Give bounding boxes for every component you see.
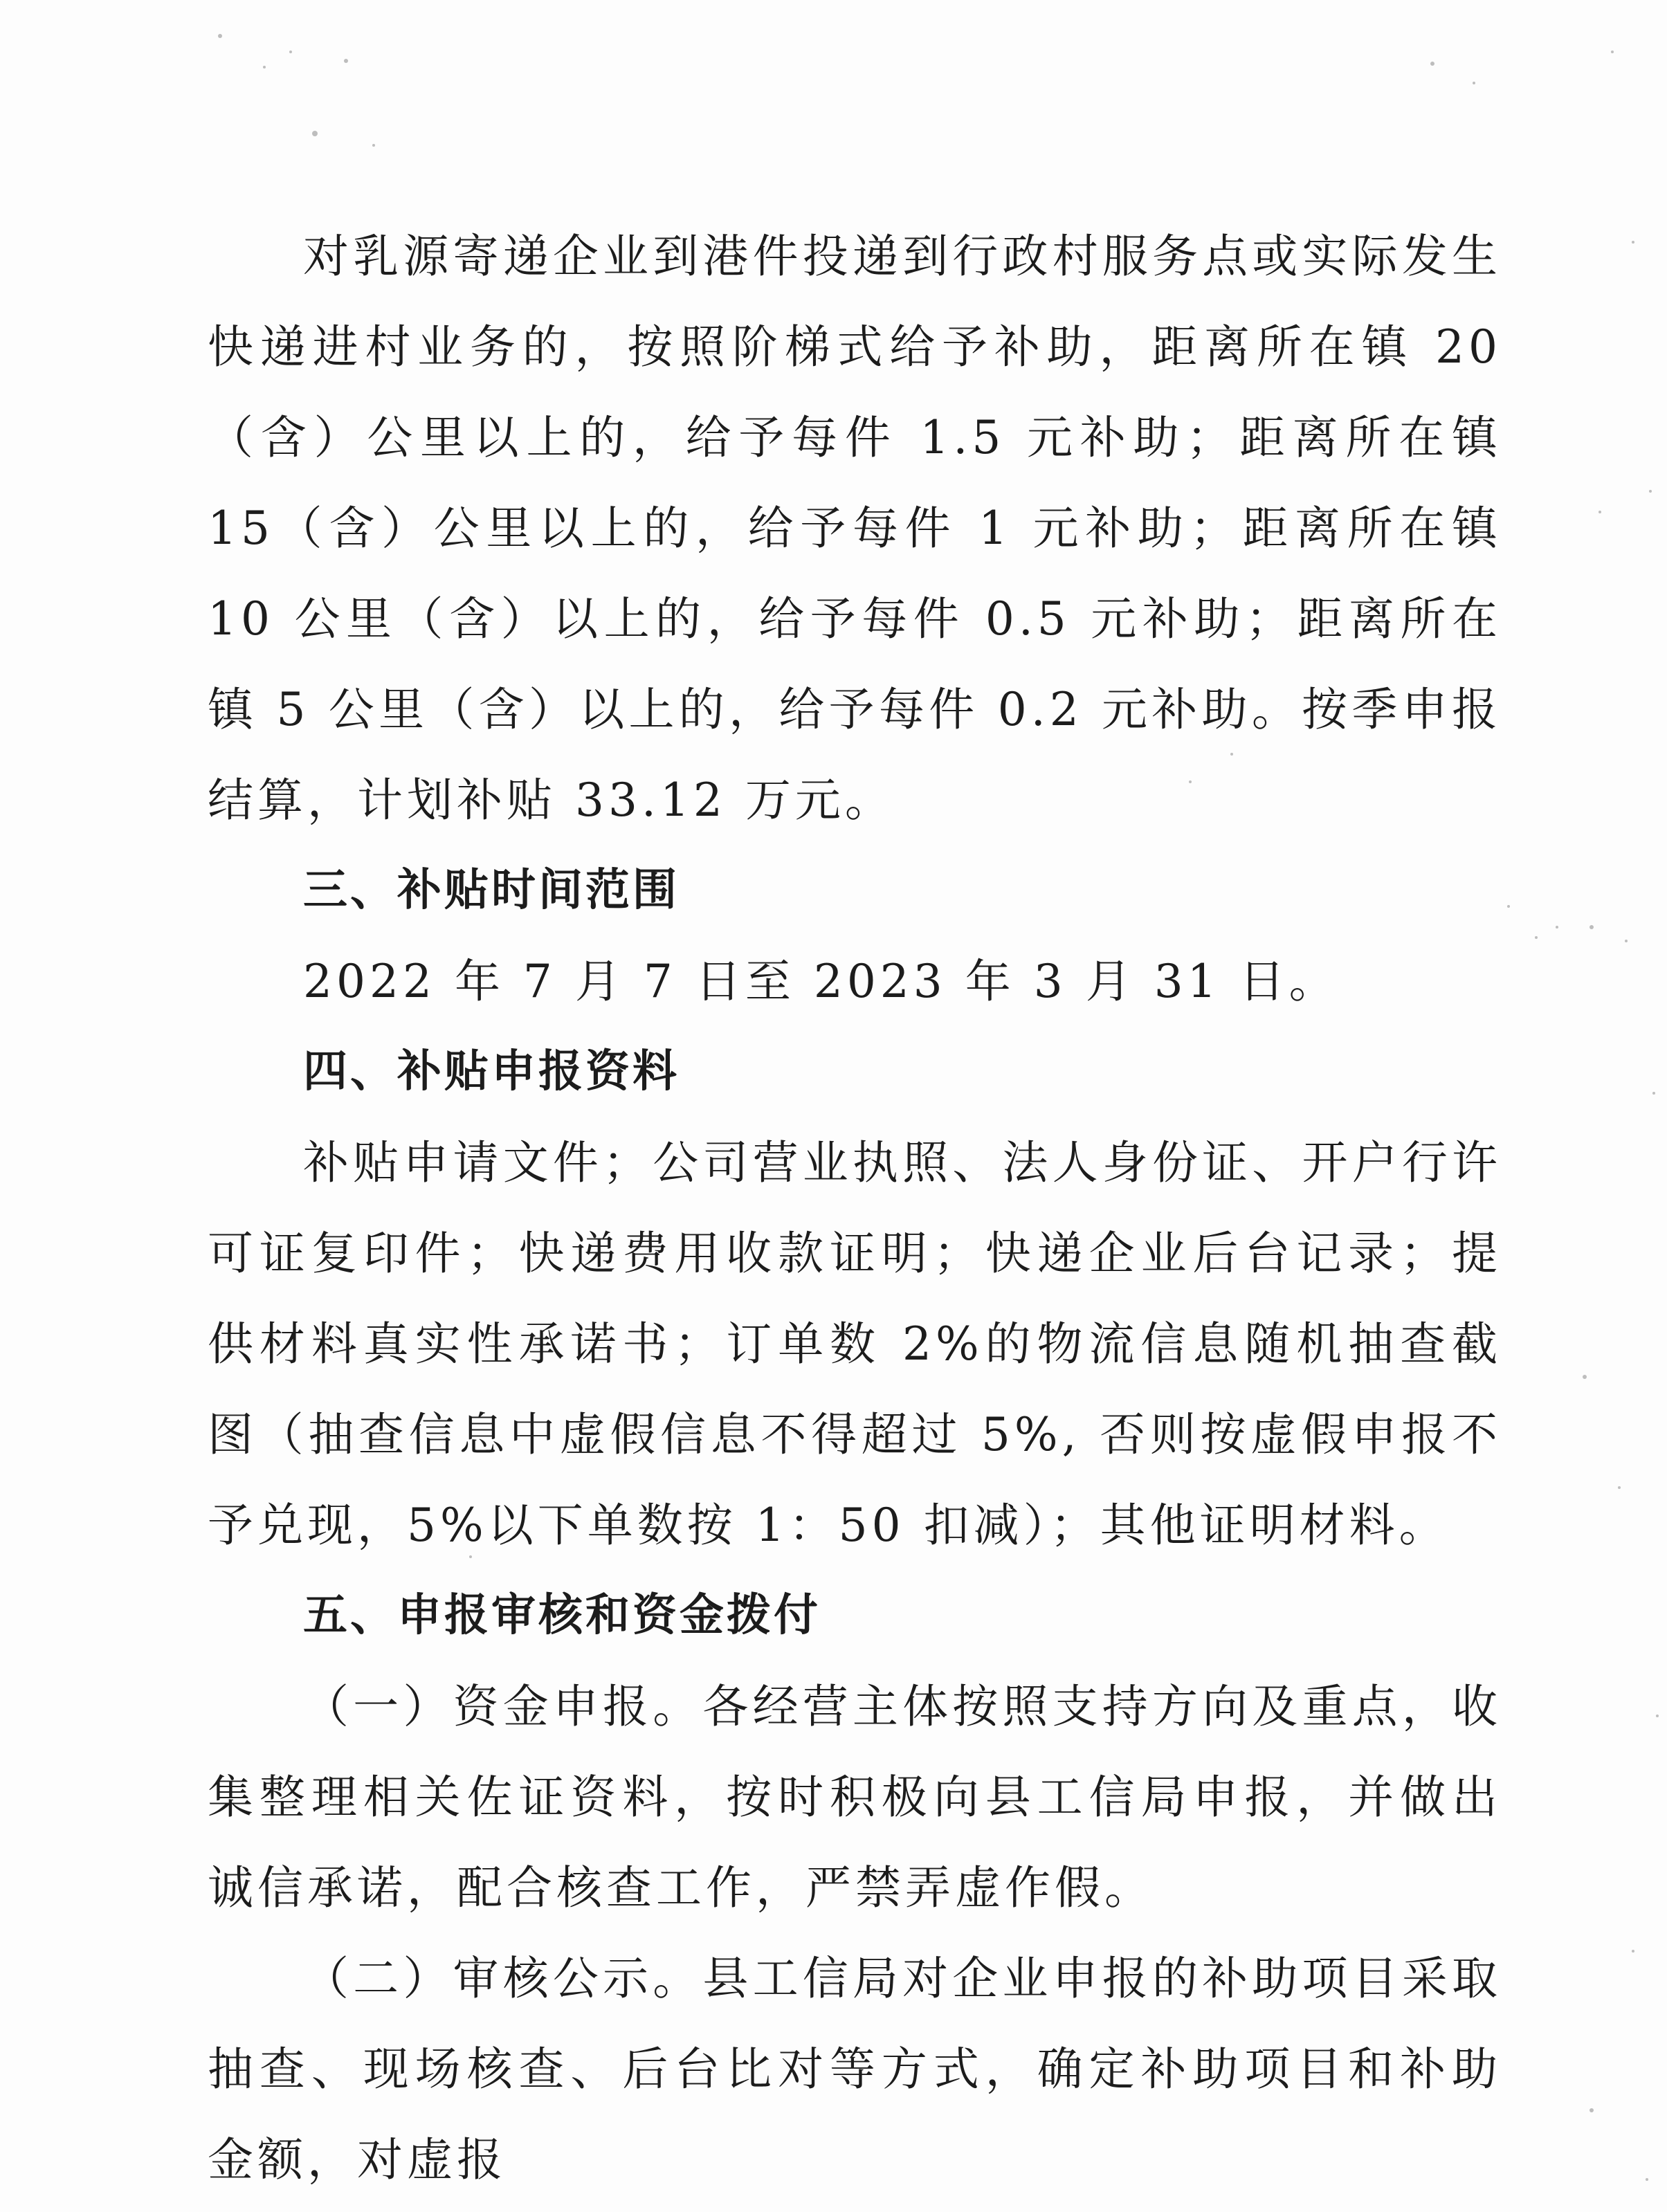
heading-review-and-funding: 五、申报审核和资金拨付 [303, 1590, 821, 1641]
document-body [208, 211, 1502, 2205]
paragraph-time-range: 2022 年 7 月 7 日至 2023 年 3 月 31 日。 [303, 955, 1339, 1008]
paragraph-subsidy-tiers: 对乳源寄递企业到港件投递到行政村服务点或实际发生快递进村业务的，按照阶梯式给予补助，距离所在镇 20（含）公里以上的，给予每件 1.5 元补助；距离所在镇 15（含）公里以上的，给予每件 1 元补助；距离所在镇 10 公里（含）以上的，给予每件 0.5 元补助；距离所在镇 5 公里（含）以上的，给予每件 0.2 元补助。按季申报结算，计划补贴 33.12 万元。 [208, 230, 1502, 827]
paragraph-review-publicity: （二）审核公示。县工信局对企业申报的补助项目采取抽查、现场核查、后台比对等方式，确定补助项目和补助金额，对虚报 [208, 1952, 1502, 2186]
heading-application-materials: 四、补贴申报资料 [303, 1046, 680, 1097]
heading-subsidy-time-range: 三、补贴时间范围 [303, 865, 680, 916]
paragraph-application-materials: 补贴申请文件；公司营业执照、法人身份证、开户行许可证复印件；快递费用收款证明；快递企业后台记录；提供材料真实性承诺书；订单数 2%的物流信息随机抽查截图（抽查信息中虚假信息不得超过 5%, 否则按虚假申报不予兑现，5%以下单数按 1：50 扣减）；其他证明材料。 [208, 1136, 1502, 1552]
paragraph-fund-application: （一）资金申报。各经营主体按照支持方向及重点，收集整理相关佐证资料，按时积极向县工信局申报，并做出诚信承诺，配合核查工作，严禁弄虚作假。 [208, 1680, 1502, 1914]
